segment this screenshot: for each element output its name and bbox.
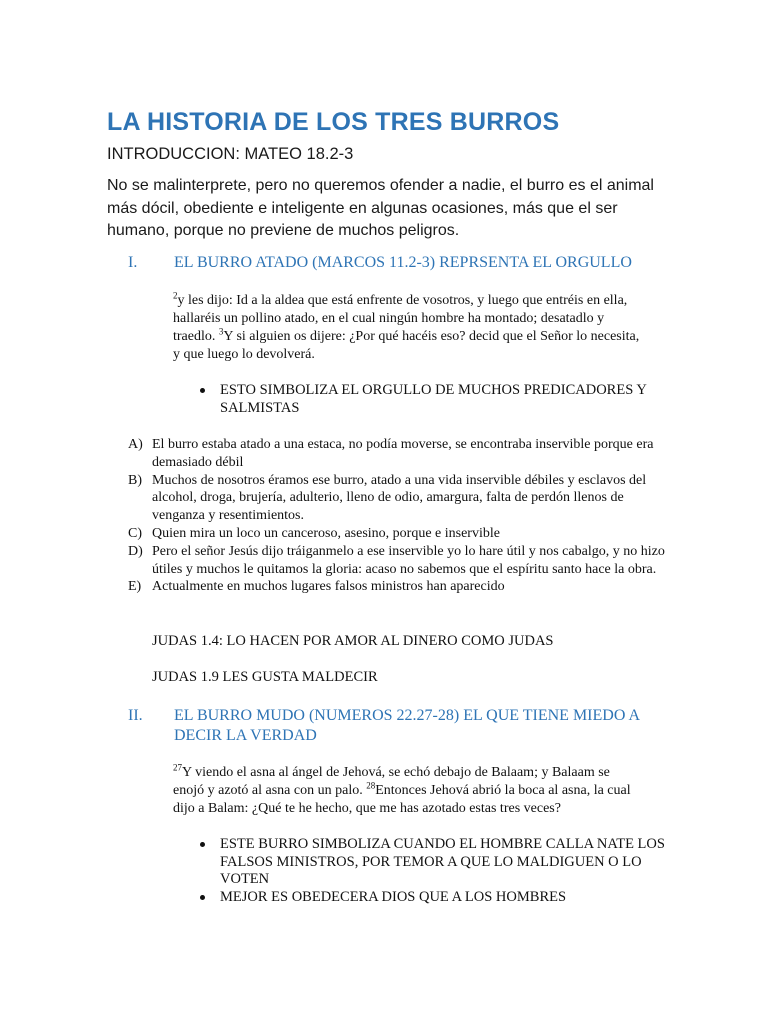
list-letter: E) <box>128 579 142 595</box>
section-2-bullets <box>196 836 666 906</box>
verse-number: 2 <box>173 290 178 301</box>
verse-text: Y si alguien os dijere: ¿Por qué hacéis eso? decid que el Señor lo necesita, y que luego lo devolverá. <box>173 329 640 362</box>
section-2-verse <box>173 764 643 818</box>
list-letter: A) <box>128 437 143 452</box>
list-text: Pero el señor Jesús dijo tráiganmelo a ese inservible yo lo hare útil y nos cabalgo, y no hizo útiles y muchos le quitamos la gloria: acaso no sabemos que el espíritu santo hace la obra. <box>152 543 665 577</box>
section-1-bullets <box>196 382 666 417</box>
section-2-heading <box>128 706 668 746</box>
verse-text: Entonces Jehová abrió la boca al asna, la cual dijo a Balam: ¿Qué te he hecho, que me has azotado estas tres veces? <box>173 783 631 816</box>
list-letter: B) <box>128 472 142 488</box>
verse-text: y les dijo: Id a la aldea que está enfrente de vosotros, y luego que entréis en ella, hallaréis un pollino atado, en el cual ningún hombre ha montado; desatadlo y traedlo. <box>173 293 628 344</box>
list-letter: D) <box>128 543 143 559</box>
intro-paragraph: No se malinterprete, pero no queremos ofender a nadie, el burro es el animal más dócil, obediente e inteligente en algunas ocasiones, más que el ser humano, porque no previene de muchos peligros. <box>107 177 654 239</box>
list-item <box>128 578 668 596</box>
document-title: LA HISTORIA DE LOS TRES BURROS <box>107 108 560 136</box>
section-1-title: EL BURRO ATADO (MARCOS 11.2-3) REPRSENTA EL ORGULLO <box>174 254 632 271</box>
list-item <box>128 543 668 579</box>
list-item <box>128 525 668 543</box>
verse-number: 3 <box>218 326 224 337</box>
verse-number: 27 <box>173 762 182 773</box>
list-text: Quien mira un loco un canceroso, asesino, porque e inservible <box>152 525 500 541</box>
list-text: Muchos de nosotros éramos ese burro, atado a una vida inservible débiles y esclavos del alcohol, droga, brujería, adulterio, lleno de odio, amargura, falta de perdón llenos de venganza y resentimientos. <box>152 472 647 524</box>
verse-number: 28 <box>366 780 376 791</box>
list-item <box>128 472 668 525</box>
section-2-title: EL BURRO MUDO (NUMEROS 22.27-28) EL QUE TIENE MIEDO A DECIR LA VERDAD <box>174 707 640 744</box>
bullet-item: MEJOR ES OBEDECERA DIOS QUE A LOS HOMBRES <box>196 889 666 907</box>
section-1-heading <box>128 253 668 273</box>
judas-reference-2: JUDAS 1.9 LES GUSTA MALDECIR <box>152 669 378 685</box>
section-1-lettered-list <box>128 436 668 596</box>
section-2-number: II. <box>128 707 143 724</box>
list-text: Actualmente en muchos lugares falsos ministros han aparecido <box>152 579 505 595</box>
list-letter: C) <box>128 525 142 541</box>
verse-text: Y viendo el asna al ángel de Jehová, se echó debajo de Balaam; y Balaam se enojó y azotó al asna con un palo. <box>173 765 610 798</box>
judas-reference-1: JUDAS 1.4: LO HACEN POR AMOR AL DINERO COMO JUDAS <box>152 633 554 649</box>
bullet-item: ESTE BURRO SIMBOLIZA CUANDO EL HOMBRE CALLA NATE LOS FALSOS MINISTROS, POR TEMOR A QUE LO MALDIGUEN O LO VOTEN <box>196 836 666 889</box>
list-item <box>128 436 668 472</box>
document-subtitle: INTRODUCCION: MATEO 18.2-3 <box>107 145 354 163</box>
list-text: El burro estaba atado a una estaca, no podía moverse, se encontraba inservible porque era demasiado débil <box>152 437 654 470</box>
bullet-item: ESTO SIMBOLIZA EL ORGULLO DE MUCHOS PREDICADORES Y SALMISTAS <box>196 382 666 417</box>
section-1-verse <box>173 292 643 364</box>
section-1-number: I. <box>128 254 138 271</box>
